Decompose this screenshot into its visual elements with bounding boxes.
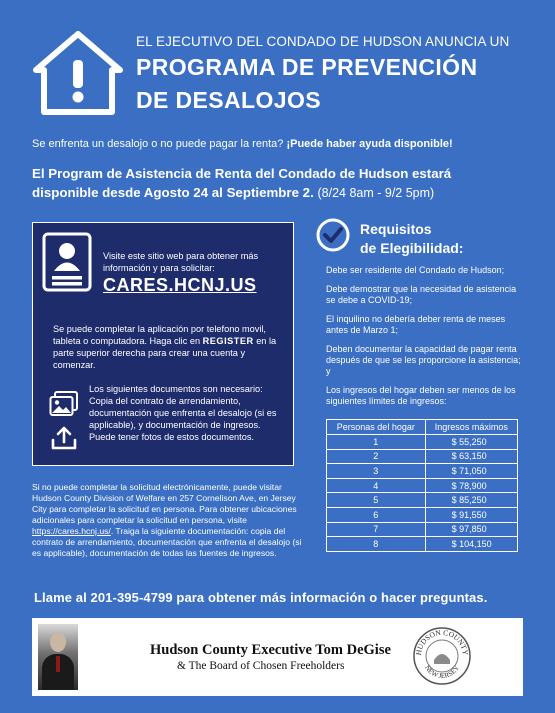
requirement-item: Debe demostrar que la necesidad de asistencia se debe a COVID-19; (326, 284, 517, 305)
seal-top-text: HUDSON COUNTY (413, 627, 471, 656)
register-keyword: REGISTER (202, 336, 254, 346)
page-title-line-1: PROGRAMA DE PREVENCIÓN (136, 54, 478, 80)
program-availability: disponible desde Agosto 24 al Septiembre 2. (32, 185, 314, 200)
table-row (327, 537, 518, 552)
program-hours: (8/24 8am - 9/2 5pm) (317, 186, 435, 200)
page-title-line-2: DE DESALOJOS (136, 87, 322, 113)
persons-cell: 5 (327, 493, 426, 508)
apply-text-before: Se puede completar la aplicación por telefono movil, tableta o computadora. Haga clic en (53, 324, 266, 346)
in-person-application-text (32, 482, 302, 559)
visit-website-text: Visite este sitio web para obtener más información y para solicitar: (103, 251, 259, 273)
table-row (327, 522, 518, 537)
in-person-text-before: Si no puede completar la solicitud electrónicamente, puede visitar Hudson County Division of Welfare en 257 Cornelison Ave, en Jersey City para completar la solicitud en persona. Para obtener ubicaciones adicionales para completar la solicitud en persona, visite (32, 482, 297, 525)
requirement-item: Deben documentar la capacidad de pagar renta después de que se les proporcione la asistencia; y (326, 344, 521, 376)
table-row (327, 493, 518, 508)
income-cell: $ 85,250 (425, 493, 517, 508)
income-cell: $ 78,900 (425, 478, 517, 493)
in-person-link[interactable]: https://cares.hcnj.us/ (32, 526, 111, 536)
checkmark-circle-icon (316, 218, 350, 252)
table-row (327, 464, 518, 479)
apply-text-after: en la parte superior derecha para crear una cuenta y comenzar. (53, 336, 277, 370)
requirements-title (360, 220, 463, 258)
online-application-box (32, 222, 294, 466)
header-persons: Personas del hogar (327, 420, 426, 435)
executive-name: Hudson County Executive Tom DeGise (150, 642, 391, 658)
footer-banner (32, 618, 523, 696)
in-person-text-after: . Traiga la siguiente documentación: copia del contrato de arrendamiento, documentación que enfrenta el desalojo (si es applicable), documentación de todas las fuentes de ingresos. (32, 526, 302, 558)
table-row (327, 507, 518, 522)
cares-website-link[interactable]: CARES.HCNJ.US (103, 275, 257, 295)
seal-bottom-text: NEW JERSEY (423, 663, 461, 681)
income-cell: $ 104,150 (425, 537, 517, 552)
income-cell: $ 55,250 (425, 435, 517, 450)
persons-cell: 8 (327, 537, 426, 552)
table-row (327, 435, 518, 450)
income-cell: $ 97,850 (425, 522, 517, 537)
intro-line (32, 138, 453, 150)
requirements-title-line-2: de Elegibilidad: (360, 240, 464, 256)
intro-emphasis: ¡Puede haber ayuda disponible! (286, 138, 453, 150)
income-cell: $ 63,150 (425, 449, 517, 464)
apply-instructions (53, 323, 285, 371)
board-name: & The Board of Chosen Freeholders (177, 660, 345, 672)
income-cell: $ 91,550 (425, 507, 517, 522)
program-announcement (32, 164, 532, 203)
announcement-pretitle: EL EJECUTIVO DEL CONDADO DE HUDSON ANUNCIA UN (136, 34, 510, 49)
program-line-2 (32, 183, 532, 203)
upload-icon (50, 425, 78, 451)
required-documents-text: Los siguientes documentos son necesario: Copia del contrato de arrendamiento, documentación que enfrenta el desalojo (si es applicable), y documentación de ingresos. Puede tener fotos de estos documentos. (89, 384, 277, 442)
table-row (327, 478, 518, 493)
persons-cell: 1 (327, 435, 426, 450)
requirement-item: Los ingresos del hogar deben ser menos de los siguientes límites de ingresos: (326, 385, 516, 406)
header-income: Ingresos máximos (425, 420, 517, 435)
requirement-item: El inquilino no debería deber renta de meses antes de Marzo 1; (326, 314, 506, 335)
income-limits-table (326, 419, 518, 552)
call-to-action: Llame al 201-395-4799 para obtener más información o hacer preguntas. (34, 590, 488, 605)
income-cell: $ 71,050 (425, 464, 517, 479)
intro-question: Se enfrenta un desalojo o no puede pagar la renta? (32, 138, 284, 150)
photos-icon (49, 391, 79, 417)
profile-card-icon (42, 232, 92, 292)
persons-cell: 2 (327, 449, 426, 464)
requirements-list (326, 265, 526, 415)
county-seal (412, 626, 472, 686)
table-row (327, 449, 518, 464)
table-header-row (327, 420, 518, 435)
requirement-item: Debe ser residente del Condado de Hudson; (326, 265, 505, 275)
requirements-title-line-1: Requisitos (360, 221, 432, 237)
persons-cell: 6 (327, 507, 426, 522)
persons-cell: 3 (327, 464, 426, 479)
persons-cell: 7 (327, 522, 426, 537)
persons-cell: 4 (327, 478, 426, 493)
executive-photo (38, 624, 78, 690)
program-line-1: El Program de Asistencia de Renta del Condado de Hudson estará (32, 166, 452, 181)
house-alert-icon (32, 30, 124, 116)
